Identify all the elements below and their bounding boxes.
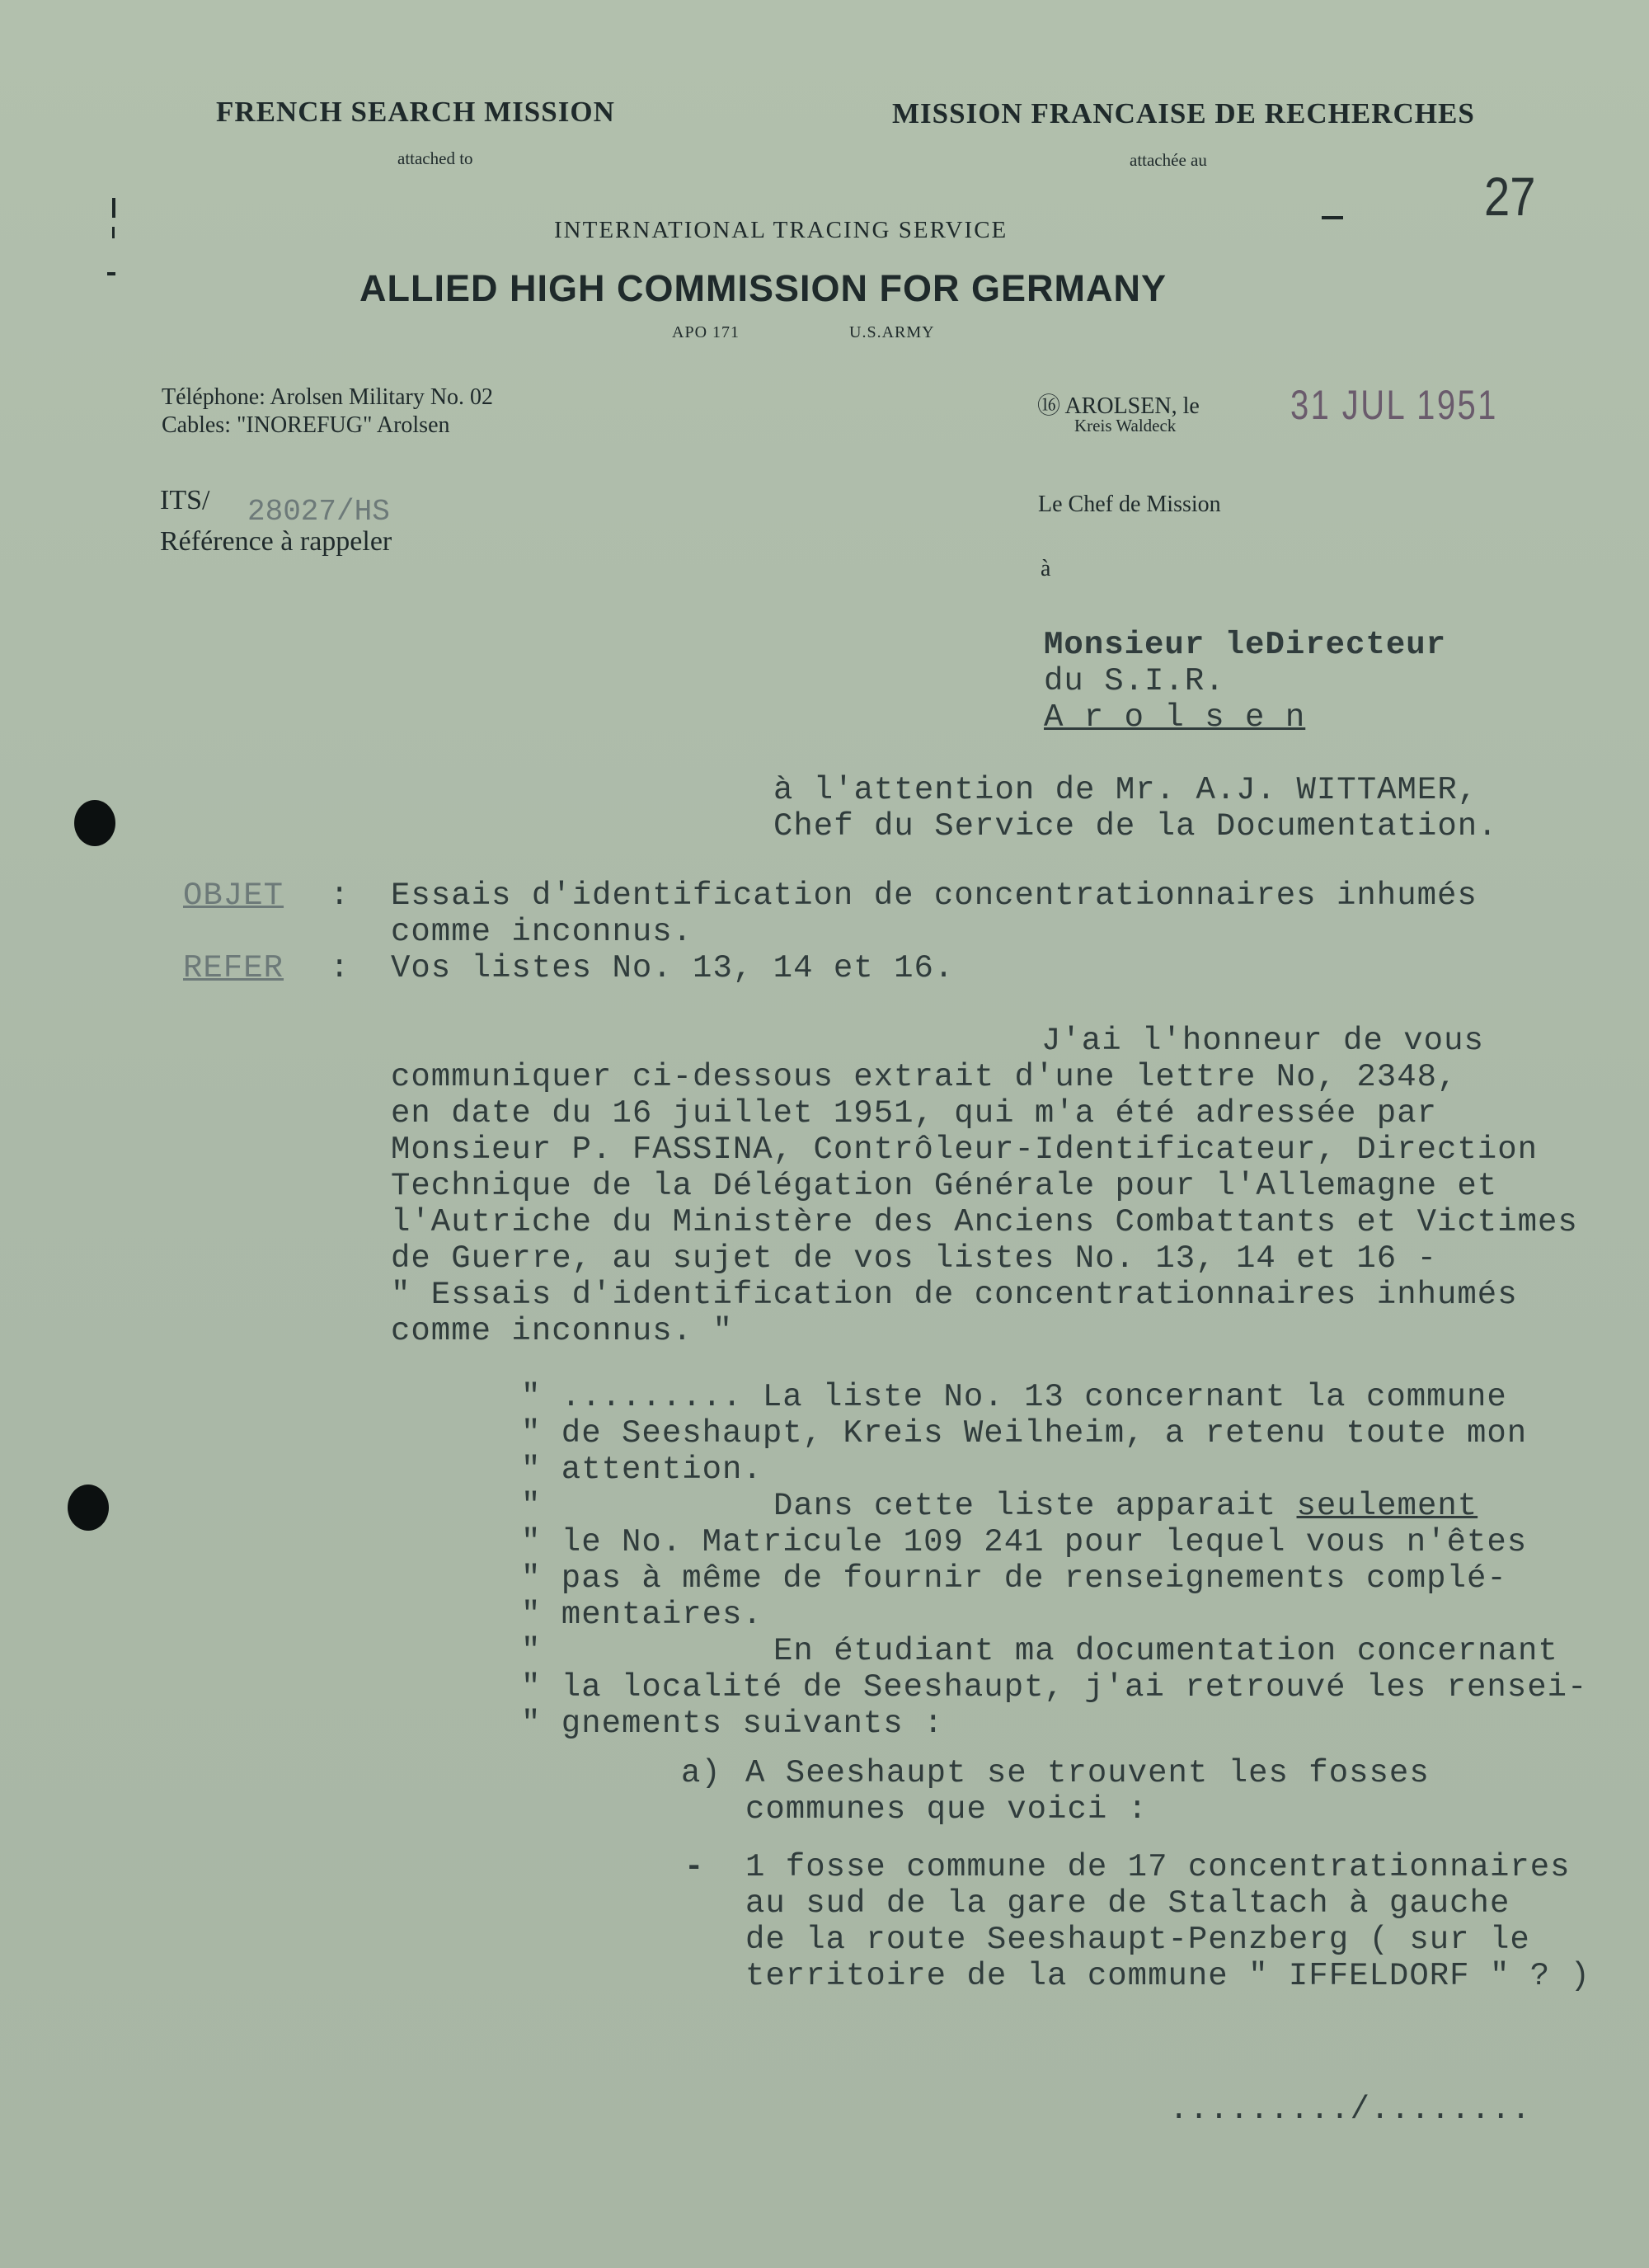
body-line: l'Autriche du Ministère des Anciens Combattants et Victimes <box>391 1204 1578 1240</box>
place-line: ⑯ AROLSEN, le <box>1037 393 1200 419</box>
body-line: J'ai l'honneur de vous <box>1041 1023 1484 1059</box>
army-text: U.S.ARMY <box>849 323 935 341</box>
quote-line: En étudiant ma documentation concernant <box>773 1633 1558 1669</box>
body-line: de Guerre, au sujet de vos listes No. 13, 14 et 16 - <box>391 1240 1437 1277</box>
underlined-word: seulement <box>1296 1488 1478 1524</box>
objet-line2: comme inconnus. <box>391 914 693 950</box>
margin-mark <box>112 227 115 238</box>
allied-heading: ALLIED HIGH COMMISSION FOR GERMANY <box>359 267 1167 309</box>
address-a: à <box>1041 556 1051 581</box>
body-line: Monsieur P. FASSINA, Contrôleur-Identificateur, Direction <box>391 1132 1539 1168</box>
dash-mark <box>1322 216 1343 219</box>
quote-line <box>773 1488 1478 1524</box>
punch-hole-top <box>74 800 115 846</box>
recipient-line3: A r o l s e n <box>1044 699 1306 736</box>
quote-line: " de Seeshaupt, Kreis Weilheim, a retenu toute mon <box>521 1415 1528 1452</box>
dash-item-line: de la route Seeshaupt-Penzberg ( sur le <box>745 1922 1530 1958</box>
dash-item-line: territoire de la commune " IFFELDORF " ? ) <box>745 1958 1590 1994</box>
letterhead-right-title: MISSION FRANCAISE DE RECHERCHES <box>892 97 1475 129</box>
body-line: en date du 16 juillet 1951, qui m'a été adressée par <box>391 1095 1437 1132</box>
its-heading: INTERNATIONAL TRACING SERVICE <box>554 217 1008 243</box>
date-stamp: 31 JUL 1951 <box>1290 382 1498 428</box>
apo-text: APO 171 <box>672 323 740 341</box>
objet-line1: Essais d'identification de concentrationnaires inhumés <box>391 878 1478 914</box>
letterhead-right-sub: attachée au <box>1130 150 1207 170</box>
dash-item-line: 1 fosse commune de 17 concentrationnaires <box>745 1849 1571 1885</box>
cables-line: Cables: "INOREFUG" Arolsen <box>162 412 450 438</box>
body-line: " Essais d'identification de concentrationnaires inhumés <box>391 1277 1518 1313</box>
punch-hole-bottom <box>68 1485 109 1531</box>
list-label-a: a) <box>681 1755 721 1791</box>
margin-mark <box>107 272 115 275</box>
list-dash: - <box>684 1849 705 1885</box>
quote-line: " la localité de Seeshaupt, j'ai retrouvé les rensei- <box>521 1669 1588 1706</box>
refer-label: REFER <box>183 950 284 986</box>
body-line: Technique de la Délégation Générale pour l'Allemagne et <box>391 1168 1498 1204</box>
quote-mark: " <box>521 1488 542 1524</box>
attention-line2: Chef du Service de la Documentation. <box>773 808 1498 845</box>
page-number: 27 <box>1484 166 1536 227</box>
list-a-line: A Seeshaupt se trouvent les fosses <box>745 1755 1430 1791</box>
quote-mark: " <box>521 1633 542 1669</box>
body-line: comme inconnus. " <box>391 1313 733 1349</box>
quote-line: " ......... La liste No. 13 concernant la commune <box>521 1379 1507 1415</box>
objet-colon: : <box>330 878 350 914</box>
quote-text: Dans cette liste apparait <box>773 1488 1277 1524</box>
continuation-marker: ........./........ <box>1169 2092 1532 2128</box>
recipient-line2: du S.I.R. <box>1044 663 1225 699</box>
quote-line: " attention. <box>521 1452 763 1488</box>
refer-text: Vos listes No. 13, 14 et 16. <box>391 950 955 986</box>
quote-line: " mentaires. <box>521 1597 763 1633</box>
dash-item-line: au sud de la gare de Staltach à gauche <box>745 1885 1510 1922</box>
district-line: Kreis Waldeck <box>1074 416 1177 435</box>
quote-line: " gnements suivants : <box>521 1706 944 1742</box>
telephone-line: Téléphone: Arolsen Military No. 02 <box>162 384 494 410</box>
list-a-line: communes que voici : <box>745 1791 1149 1828</box>
letterhead-left-sub: attached to <box>397 148 473 168</box>
objet-label: OBJET <box>183 878 284 914</box>
quote-line: " pas à même de fournir de renseignements complé- <box>521 1560 1507 1597</box>
body-line: communiquer ci-dessous extrait d'une lettre No, 2348, <box>391 1059 1458 1095</box>
sender: Le Chef de Mission <box>1038 492 1221 517</box>
reference-label: Référence à rappeler <box>160 526 392 557</box>
refer-colon: : <box>330 950 350 986</box>
its-ref-number: 28027/HS <box>247 495 390 529</box>
margin-mark <box>112 198 115 218</box>
recipient-line1: Monsieur leDirecteur <box>1044 627 1447 663</box>
quote-line: " le No. Matricule 109 241 pour lequel vous n'êtes <box>521 1524 1528 1560</box>
its-ref-label: ITS/ <box>160 485 210 515</box>
letterhead-left-title: FRENCH SEARCH MISSION <box>216 96 615 128</box>
attention-line1: à l'attention de Mr. A.J. WITTAMER, <box>773 772 1478 808</box>
